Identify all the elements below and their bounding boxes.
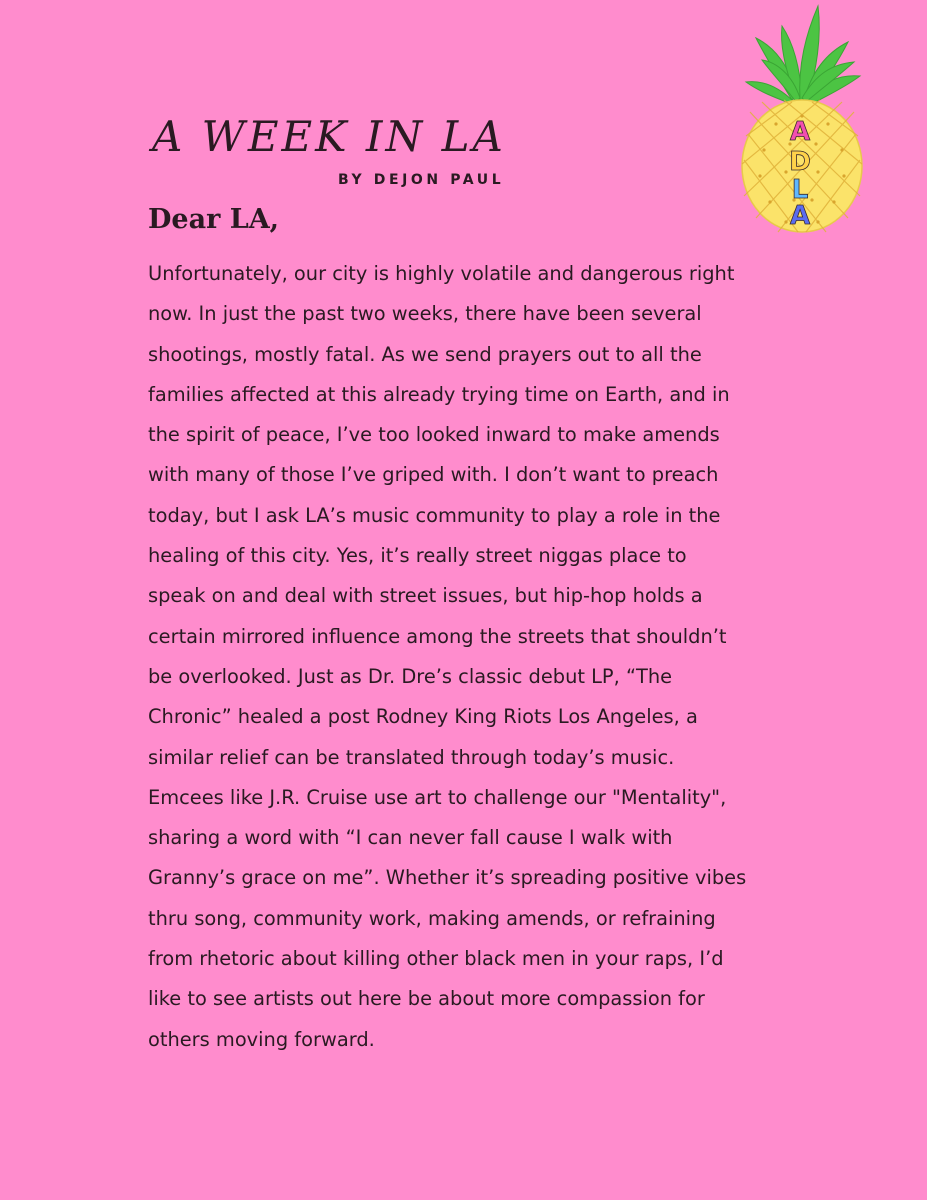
logo-letter-3: L <box>791 175 809 205</box>
body-line: Unfortunately, our city is highly volatile and dangerous right <box>148 262 735 285</box>
logo-letter-1: A <box>789 117 811 147</box>
body-line: the spirit of peace, I’ve too looked inward to make amends <box>148 423 720 447</box>
body-line: thru song, community work, making amends, or refraining <box>148 906 716 930</box>
article-title: A WEEK IN LA <box>152 112 506 161</box>
body-line: Chronic” healed a post Rodney King Riots Los Angeles, a <box>148 705 698 729</box>
body-line: families affected at this already trying time on Earth, and in <box>148 382 730 406</box>
body-line: sharing a word with “I can never fall cause I walk with <box>148 826 673 850</box>
body-line: like to see artists out here be about more compassion for <box>148 987 705 1011</box>
letter-greeting: Dear LA, <box>148 204 280 235</box>
body-line: speak on and deal with street issues, but hip-hop holds a <box>148 584 703 608</box>
article-body <box>148 254 848 1060</box>
body-line: similar relief can be translated through today’s music. <box>148 745 675 769</box>
body-line: with many of those I’ve griped with. I don’t want to preach <box>148 463 719 487</box>
body-line: be overlooked. Just as Dr. Dre’s classic debut LP, “The <box>148 664 673 688</box>
pineapple-icon <box>736 4 866 236</box>
logo-letter-4: A <box>789 201 811 231</box>
body-line: Granny’s grace on me”. Whether it’s spreading positive vibes <box>148 866 747 890</box>
body-line: Emcees like J.R. Cruise use art to challenge our "Mentality", <box>148 785 727 809</box>
body-line: healing of this city. Yes, it’s really street niggas place to <box>148 544 687 568</box>
body-line: now. In just the past two weeks, there have been several <box>148 302 702 326</box>
pineapple-logo <box>736 4 866 236</box>
article-byline: BY DEJON PAUL <box>338 172 505 188</box>
body-line: from rhetoric about killing other black men in your raps, I’d <box>148 947 724 971</box>
body-line: certain mirrored influence among the streets that shouldn’t <box>148 624 727 648</box>
body-line: shootings, mostly fatal. As we send prayers out to all the <box>148 342 702 366</box>
logo-letter-2: D <box>789 147 811 177</box>
body-line: today, but I ask LA’s music community to play a role in the <box>148 503 721 527</box>
body-line: others moving forward. <box>148 1027 375 1051</box>
